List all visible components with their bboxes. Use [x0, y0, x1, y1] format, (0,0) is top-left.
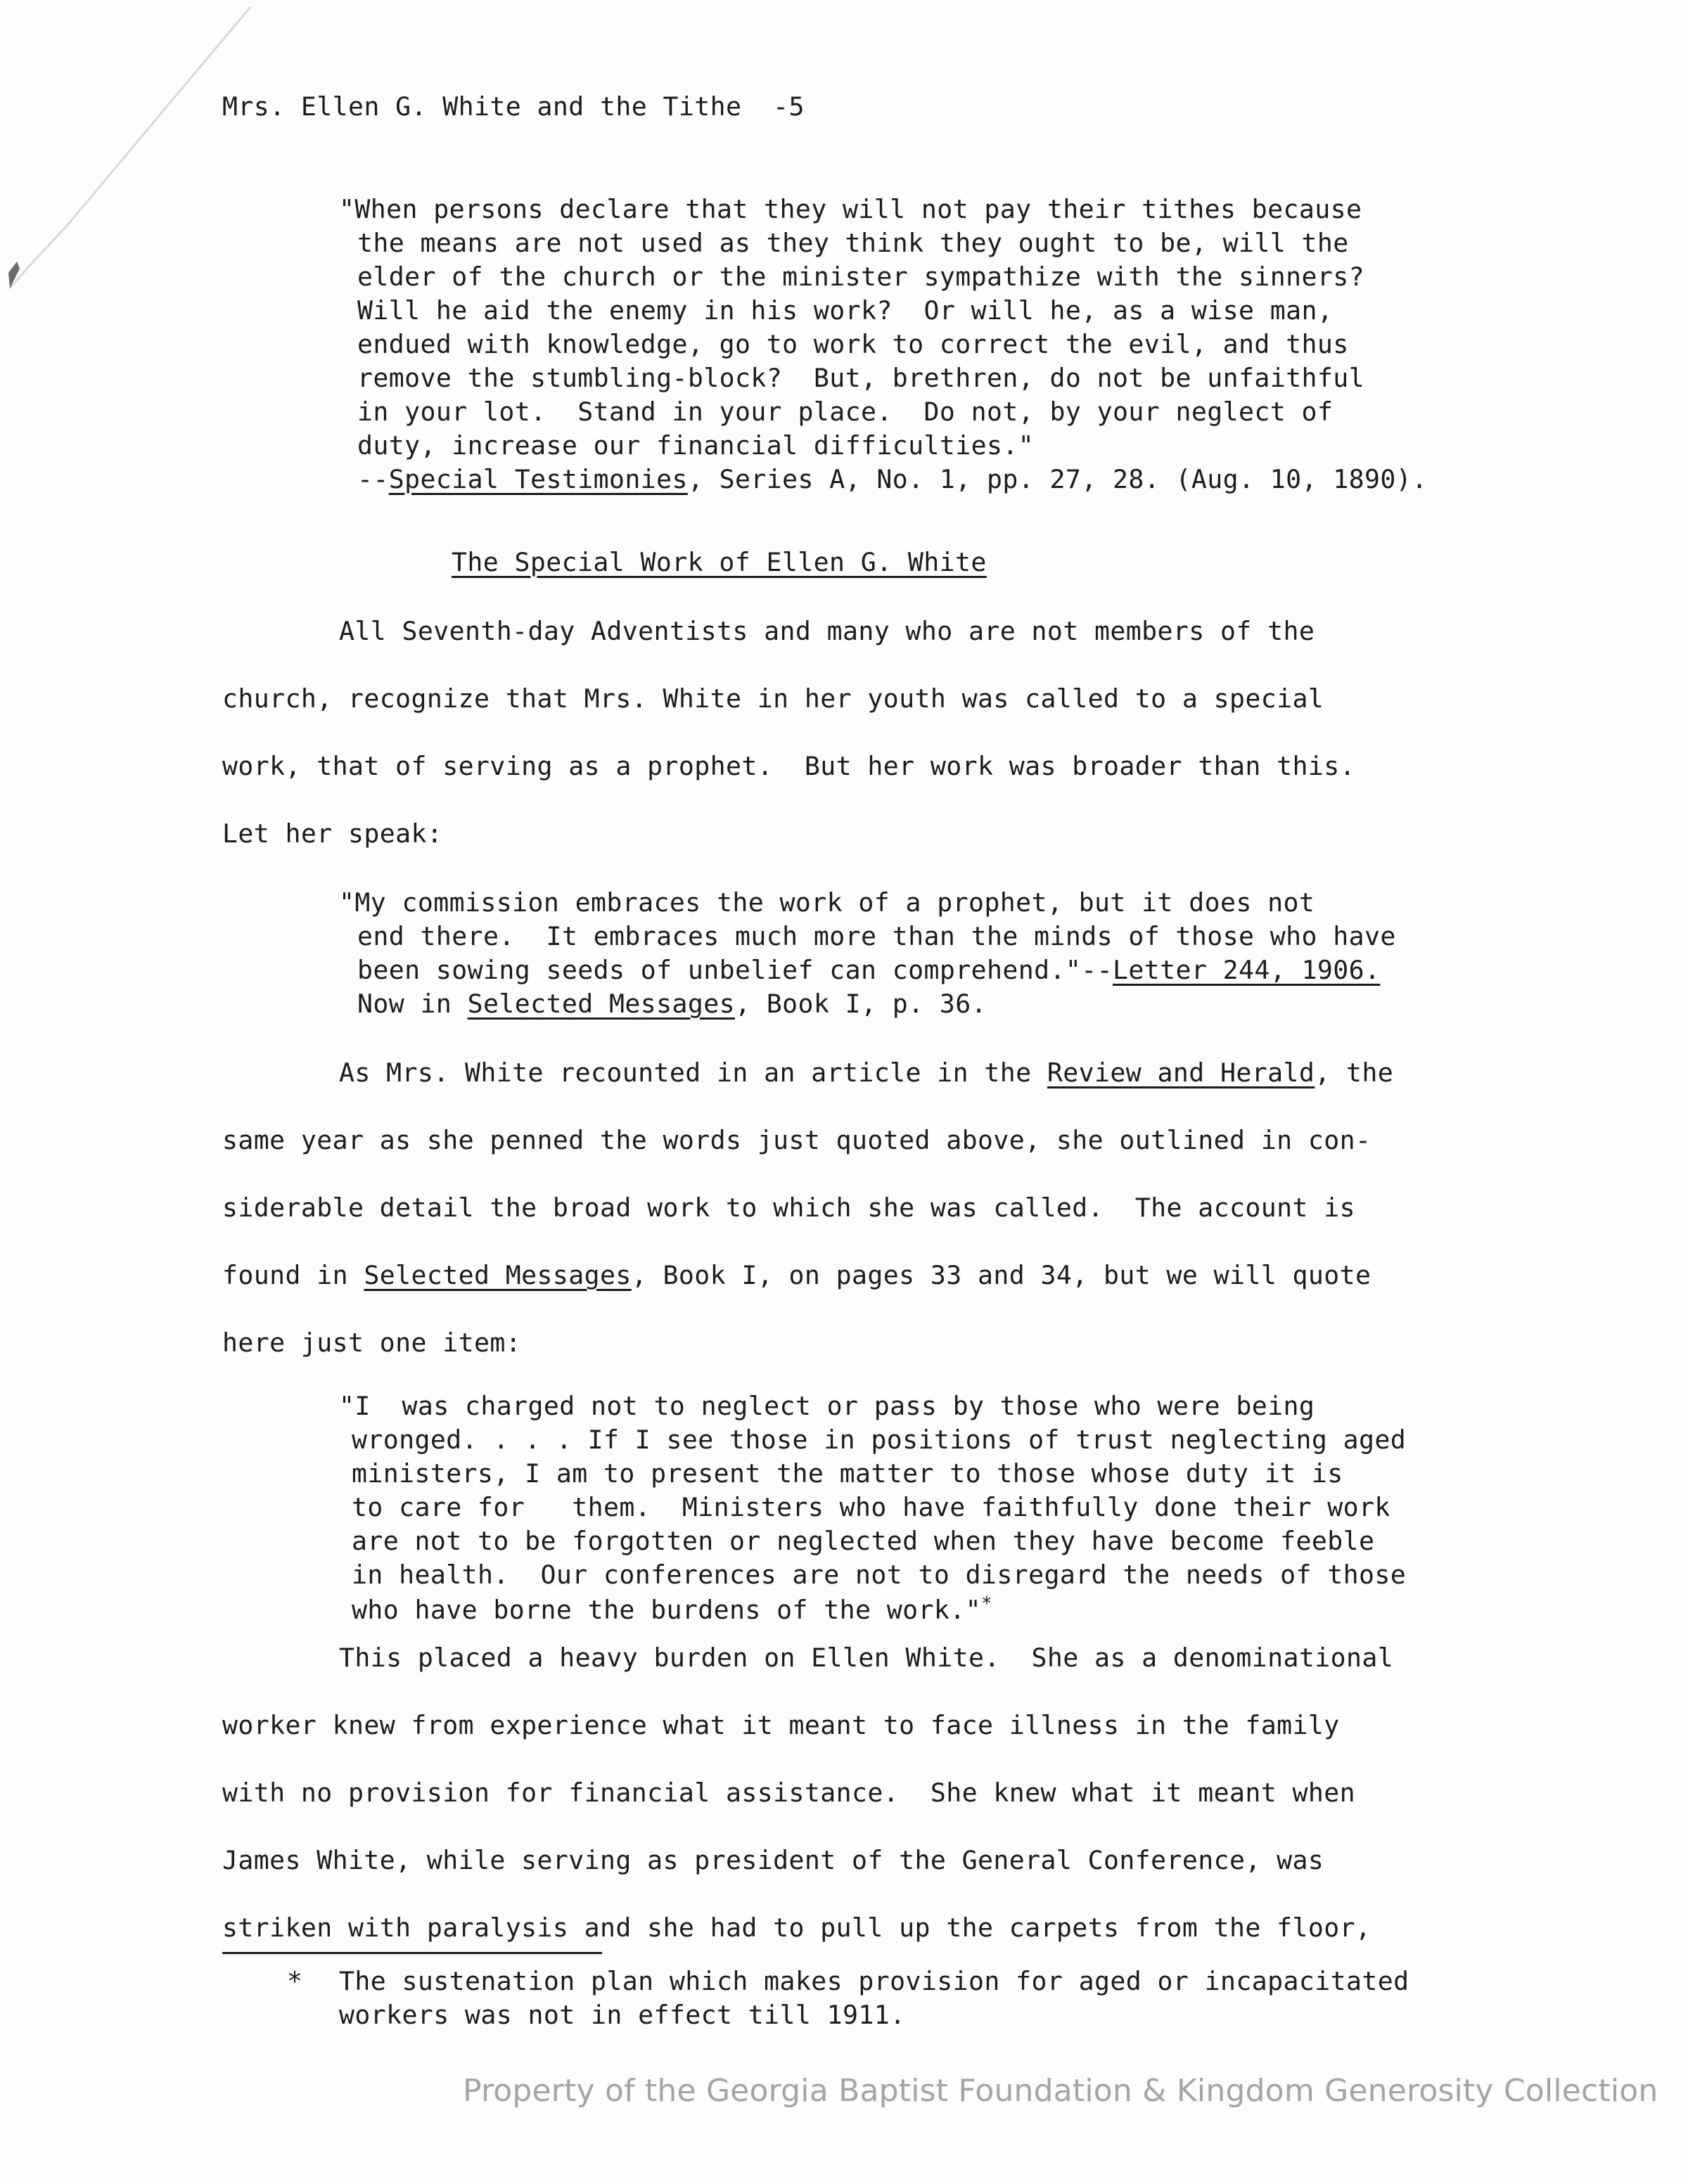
quote-citation: --Special Testimonies, Series A, No. 1, pp. 27, 28. (Aug. 10, 1890). — [357, 464, 1428, 494]
footnote-line: workers was not in effect till 1911. — [339, 2000, 906, 2030]
paragraph-line: This placed a heavy burden on Ellen White. She as a denominational — [339, 1643, 1394, 1673]
page-header: Mrs. Ellen G. White and the Tithe -5 — [222, 91, 805, 122]
letter-reference: Letter 244, 1906. — [1113, 955, 1381, 985]
paragraph-line: church, recognize that Mrs. White in her youth was called to a special — [222, 683, 1324, 714]
paragraph-line: work, that of serving as a prophet. But her work was broader than this. — [222, 751, 1355, 781]
footnote-divider — [222, 1952, 602, 1954]
quote-line: endued with knowledge, go to work to correct the evil, and thus — [357, 329, 1349, 359]
footnote-marker: * — [287, 1966, 303, 1996]
section-heading: The Special Work of Ellen G. White — [452, 547, 987, 577]
quote-line: Now in Selected Messages, Book I, p. 36. — [357, 989, 987, 1019]
book-title: Selected Messages — [364, 1260, 632, 1290]
quote-line: the means are not used as they think they ought to be, will the — [357, 228, 1349, 258]
quote-line: ministers, I am to present the matter to those whose duty it is — [352, 1458, 1343, 1489]
quote-line: in your lot. Stand in your place. Do not, by your neglect of — [357, 397, 1334, 427]
citation-title: Special Testimonies — [388, 464, 688, 494]
footnote-reference: * — [981, 1593, 993, 1614]
quote-line: "I was charged not to neglect or pass by those who were being — [339, 1391, 1315, 1421]
paragraph-line: striken with paralysis and she had to pull up the carpets from the floor, — [222, 1913, 1372, 1943]
quote-line: remove the stumbling-block? But, brethren, do not be unfaithful — [357, 363, 1364, 393]
quote-line: Will he aid the enemy in his work? Or will he, as a wise man, — [357, 295, 1334, 326]
quote-line: duty, increase our financial difficulties." — [357, 430, 1035, 461]
quote-line: are not to be forgotten or neglected when they have become feeble — [352, 1526, 1375, 1556]
page-fold-mark — [0, 0, 281, 295]
quote-line: "My commission embraces the work of a prophet, but it does not — [339, 887, 1315, 918]
paragraph-line: found in Selected Messages, Book I, on pages 33 and 34, but we will quote — [222, 1260, 1372, 1290]
quote-line: who have borne the burdens of the work."* — [352, 1593, 993, 1626]
quote-line: wronged. . . . If I see those in positions of trust neglecting aged — [352, 1425, 1407, 1455]
quote-line: end there. It embraces much more than the minds of those who have — [357, 921, 1396, 951]
book-title: Selected Messages — [467, 989, 735, 1019]
periodical-title: Review and Herald — [1047, 1058, 1315, 1088]
quote-line: in health. Our conferences are not to disregard the needs of those — [352, 1560, 1407, 1590]
quote-line: elder of the church or the minister sympathize with the sinners? — [357, 262, 1364, 292]
quote-line: "When persons declare that they will not pay their tithes because — [339, 194, 1362, 224]
footnote-line: The sustenation plan which makes provision for aged or incapacitated — [339, 1966, 1409, 1996]
paragraph-line: same year as she penned the words just quoted above, she outlined in con- — [222, 1125, 1372, 1155]
paragraph-line: here just one item: — [222, 1328, 522, 1358]
quote-line: to care for them. Ministers who have faithfully done their work — [352, 1492, 1390, 1522]
paragraph-line: All Seventh-day Adventists and many who are not members of the — [339, 616, 1315, 646]
paragraph-line: As Mrs. White recounted in an article in the Review and Herald, the — [339, 1058, 1394, 1088]
quote-line: been sowing seeds of unbelief can comprehend."--Letter 244, 1906. — [357, 955, 1381, 985]
paragraph-line: Let her speak: — [222, 818, 443, 849]
paragraph-line: James White, while serving as president of the General Conference, was — [222, 1845, 1324, 1875]
collection-watermark: Property of the Georgia Baptist Foundation & Kingdom Generosity Collection — [463, 2073, 1658, 2109]
paragraph-line: worker knew from experience what it meant to face illness in the family — [222, 1710, 1340, 1740]
paragraph-line: with no provision for financial assistance. She knew what it meant when — [222, 1778, 1355, 1808]
paragraph-line: siderable detail the broad work to which she was called. The account is — [222, 1193, 1355, 1223]
